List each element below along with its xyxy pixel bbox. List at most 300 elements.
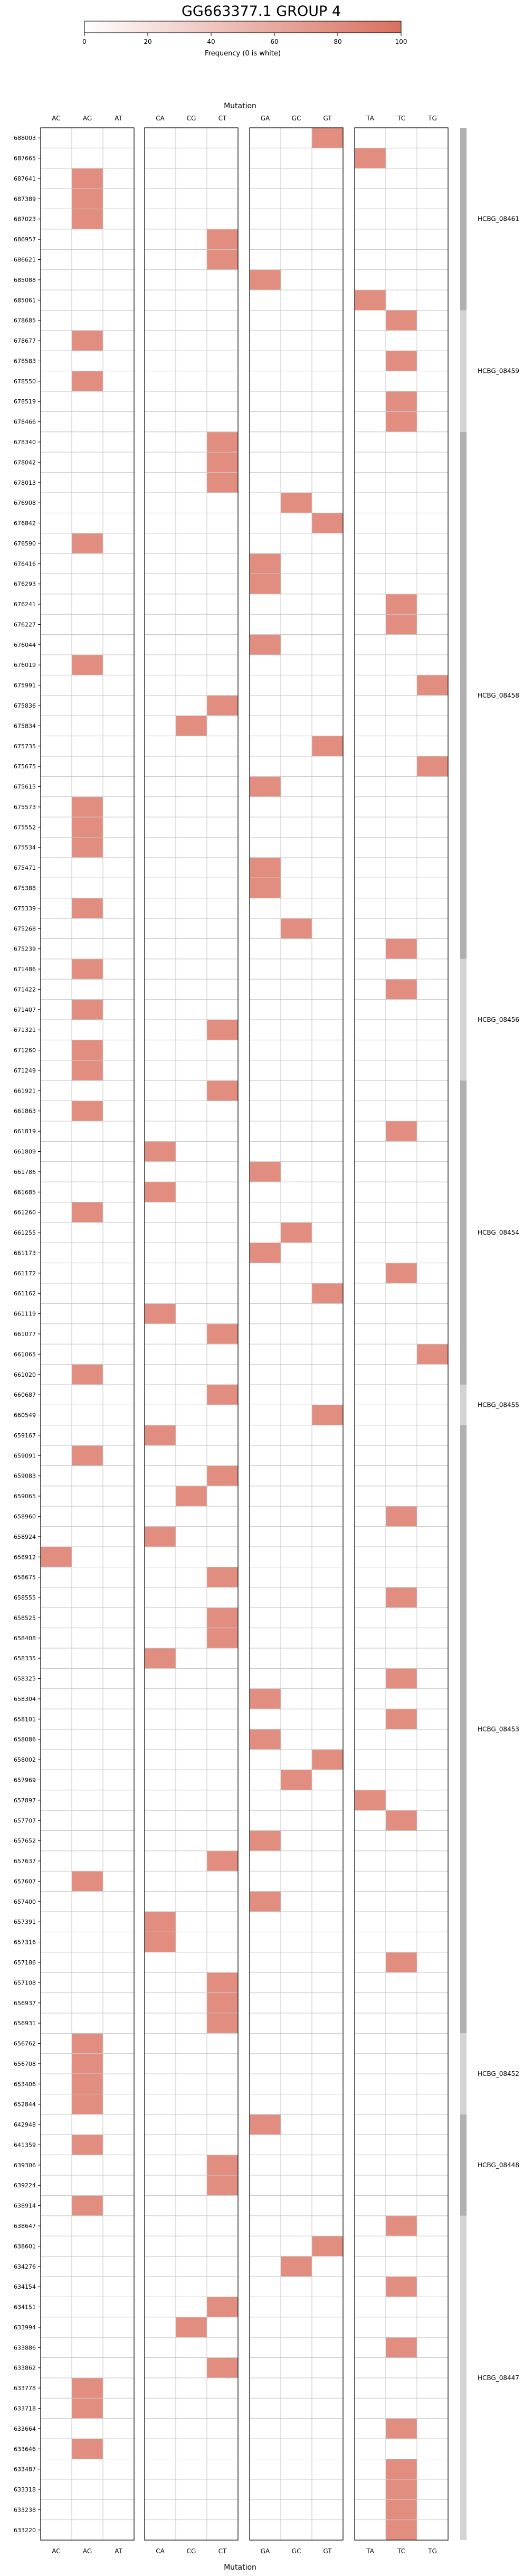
heatmap-cell bbox=[207, 1628, 238, 1648]
row-label: 658675 bbox=[14, 1574, 36, 1581]
row-label: 658408 bbox=[14, 1634, 36, 1642]
row-label: 671260 bbox=[14, 1047, 36, 1054]
group-label: HCBG_08448 bbox=[478, 2161, 519, 2169]
row-label: 676241 bbox=[14, 601, 36, 608]
heatmap-cell bbox=[207, 1973, 238, 1992]
row-label: 657607 bbox=[14, 1878, 36, 1885]
row-label: 633886 bbox=[14, 2344, 36, 2352]
row-label: 660687 bbox=[14, 1392, 36, 1399]
heatmap-cell bbox=[72, 189, 103, 209]
group-label: HCBG_08453 bbox=[478, 1725, 519, 1733]
heatmap-cell bbox=[250, 1831, 281, 1850]
heatmap-cell bbox=[207, 473, 238, 492]
row-label: 687665 bbox=[14, 155, 36, 162]
heatmap-cell bbox=[145, 1912, 176, 1932]
panel-frames bbox=[41, 128, 448, 2540]
heatmap-cell bbox=[145, 1142, 176, 1161]
heatmap-cell bbox=[72, 2054, 103, 2073]
heatmap-cell bbox=[250, 574, 281, 594]
row-label: 676227 bbox=[14, 621, 36, 628]
column-label-top: GA bbox=[260, 115, 270, 122]
row-label: 678677 bbox=[14, 337, 36, 345]
heatmap-cell bbox=[145, 1182, 176, 1202]
heatmap-cell bbox=[207, 2297, 238, 2317]
heatmap-cell bbox=[176, 1486, 207, 1506]
column-label-bottom: TC bbox=[397, 2547, 406, 2555]
row-label: 641359 bbox=[14, 2141, 36, 2149]
heatmap-cell bbox=[72, 817, 103, 837]
panel-frame bbox=[41, 128, 134, 2540]
row-label: 678685 bbox=[14, 317, 36, 324]
heatmap-cell bbox=[207, 1567, 238, 1587]
row-label: 642948 bbox=[14, 2121, 36, 2129]
row-label: 658924 bbox=[14, 1533, 36, 1540]
row-label: 652844 bbox=[14, 2101, 36, 2108]
heatmap-cell bbox=[386, 351, 417, 371]
row-label: 659083 bbox=[14, 1472, 36, 1480]
row-label: 661077 bbox=[14, 1331, 36, 1338]
row-label: 661173 bbox=[14, 1249, 36, 1257]
row-label: 687023 bbox=[14, 215, 36, 223]
row-label: 678013 bbox=[14, 479, 36, 486]
row-label: 675339 bbox=[14, 905, 36, 912]
heatmap-grid bbox=[41, 128, 448, 2540]
row-label: 671407 bbox=[14, 1006, 36, 1013]
row-label: 676416 bbox=[14, 560, 36, 568]
heatmap-cell bbox=[250, 635, 281, 654]
heatmap-cell bbox=[250, 777, 281, 796]
colorbar-tick-label: 20 bbox=[144, 38, 152, 45]
row-label: 675991 bbox=[14, 682, 36, 689]
heatmap-cell bbox=[386, 1811, 417, 1830]
heatmap-cell bbox=[72, 2399, 103, 2418]
heatmap-cell bbox=[250, 878, 281, 898]
heatmap-cell bbox=[145, 1527, 176, 1546]
row-label: 661819 bbox=[14, 1128, 36, 1135]
column-label-top: CG bbox=[186, 115, 196, 122]
row-label: 661255 bbox=[14, 1229, 36, 1237]
heatmap-cell bbox=[312, 128, 343, 148]
heatmap-cell bbox=[386, 594, 417, 614]
row-label: 686957 bbox=[14, 236, 36, 243]
group-label: HCBG_08461 bbox=[478, 215, 519, 223]
group-bar bbox=[460, 1385, 467, 1425]
heatmap-cell bbox=[250, 270, 281, 289]
row-label: 661921 bbox=[14, 1087, 36, 1095]
row-label: 633778 bbox=[14, 2385, 36, 2392]
heatmap-cell bbox=[250, 1162, 281, 1181]
heatmap-cell bbox=[386, 1121, 417, 1141]
column-label-bottom: GA bbox=[260, 2547, 270, 2555]
row-label: 658555 bbox=[14, 1594, 36, 1602]
colorbar-label: Frequency (0 is white) bbox=[205, 50, 281, 58]
row-label: 658525 bbox=[14, 1614, 36, 1622]
row-label: 633664 bbox=[14, 2425, 36, 2432]
column-label-top: AT bbox=[115, 115, 122, 122]
row-label: 657897 bbox=[14, 1797, 36, 1804]
row-labels bbox=[14, 135, 41, 2534]
heatmap-cell bbox=[72, 1446, 103, 1465]
heatmap-cell bbox=[207, 1993, 238, 2013]
colorbar-tick-label: 60 bbox=[270, 38, 279, 45]
row-label: 661172 bbox=[14, 1270, 36, 1277]
heatmap-cell bbox=[281, 1770, 312, 1790]
row-label: 661863 bbox=[14, 1107, 36, 1115]
column-label-top: AG bbox=[82, 115, 92, 122]
heatmap-cell bbox=[386, 2216, 417, 2235]
row-label: 661119 bbox=[14, 1310, 36, 1318]
heatmap-cell bbox=[386, 1952, 417, 1972]
heatmap-cell bbox=[72, 655, 103, 675]
group-bar bbox=[460, 128, 467, 310]
row-label: 675388 bbox=[14, 885, 36, 892]
heatmap-cell bbox=[207, 453, 238, 472]
row-label: 661162 bbox=[14, 1290, 36, 1298]
heatmap-cell bbox=[207, 1851, 238, 1870]
column-label-bottom: AT bbox=[115, 2547, 122, 2555]
row-label: 678466 bbox=[14, 418, 36, 426]
heatmap-cell bbox=[250, 1689, 281, 1708]
heatmap-cell bbox=[386, 1507, 417, 1526]
column-labels bbox=[52, 115, 437, 2555]
row-label: 656931 bbox=[14, 2020, 36, 2027]
column-label-bottom: CT bbox=[218, 2547, 227, 2555]
heatmap-cell bbox=[72, 1060, 103, 1080]
heatmap-cell bbox=[386, 615, 417, 634]
row-label: 678583 bbox=[14, 358, 36, 365]
row-label: 638601 bbox=[14, 2243, 36, 2250]
row-label: 661260 bbox=[14, 1209, 36, 1216]
row-label: 657186 bbox=[14, 1959, 36, 1966]
heatmap-cell bbox=[41, 1547, 72, 1567]
heatmap-cell bbox=[72, 2135, 103, 2155]
heatmap-cell bbox=[386, 1263, 417, 1283]
heatmap-cell bbox=[250, 2114, 281, 2134]
column-label-top: CA bbox=[156, 115, 165, 122]
column-label-bottom: AG bbox=[82, 2547, 92, 2555]
row-label: 676842 bbox=[14, 520, 36, 527]
heatmap-cell bbox=[250, 1243, 281, 1263]
colorbar-tick-label: 100 bbox=[395, 38, 407, 45]
row-label: 661809 bbox=[14, 1148, 36, 1155]
row-label: 657316 bbox=[14, 1939, 36, 1946]
heatmap-cell bbox=[250, 858, 281, 877]
row-label: 656937 bbox=[14, 1999, 36, 2007]
group-bar bbox=[460, 2033, 467, 2114]
column-label-bottom: TA bbox=[366, 2547, 374, 2555]
group-label: HCBG_08459 bbox=[478, 367, 519, 375]
heatmap-cell bbox=[207, 1608, 238, 1628]
heatmap-cell bbox=[355, 290, 386, 310]
row-label: 659065 bbox=[14, 1493, 36, 1500]
heatmap-cell bbox=[72, 1365, 103, 1384]
column-label-bottom: CA bbox=[156, 2547, 165, 2555]
heatmap-cell bbox=[250, 1892, 281, 1911]
row-label: 675239 bbox=[14, 945, 36, 953]
heatmap-cell bbox=[250, 1729, 281, 1749]
column-label-top: TG bbox=[428, 115, 437, 122]
group-label: HCBG_08456 bbox=[478, 1016, 519, 1024]
heatmap-cell bbox=[72, 959, 103, 979]
chart-title: GG663377.1 GROUP 4 bbox=[182, 3, 341, 20]
row-label: 685061 bbox=[14, 297, 36, 304]
heatmap-cells bbox=[41, 128, 448, 2540]
heatmap-cell bbox=[250, 554, 281, 574]
heatmap-cell bbox=[386, 311, 417, 330]
heatmap-cell bbox=[312, 736, 343, 756]
row-label: 675268 bbox=[14, 925, 36, 933]
row-label: 639224 bbox=[14, 2182, 36, 2189]
panel-frame bbox=[355, 128, 448, 2540]
row-label: 660549 bbox=[14, 1412, 36, 1419]
column-label-top: TA bbox=[366, 115, 374, 122]
heatmap-cell bbox=[386, 1587, 417, 1607]
row-label: 657391 bbox=[14, 1919, 36, 1926]
row-label: 659091 bbox=[14, 1452, 36, 1460]
heatmap-cell bbox=[72, 2196, 103, 2215]
heatmap-cell bbox=[386, 2419, 417, 2438]
row-label: 675615 bbox=[14, 783, 36, 791]
heatmap-cell bbox=[72, 838, 103, 857]
heatmap-cell bbox=[72, 2439, 103, 2459]
row-label: 633862 bbox=[14, 2364, 36, 2372]
heatmap-cell bbox=[207, 2358, 238, 2377]
column-label-top: AC bbox=[52, 115, 61, 122]
colorbar-ticks bbox=[82, 33, 407, 45]
row-label: 675834 bbox=[14, 722, 36, 730]
row-label: 658086 bbox=[14, 1736, 36, 1743]
heatmap-cell bbox=[145, 1304, 176, 1323]
heatmap-cell bbox=[312, 1750, 343, 1769]
heatmap-cell bbox=[281, 2257, 312, 2276]
group-bar bbox=[460, 1080, 467, 1385]
heatmap-cell bbox=[72, 209, 103, 229]
heatmap-cell bbox=[72, 1202, 103, 1222]
heatmap-cell bbox=[145, 1425, 176, 1445]
row-label: 675471 bbox=[14, 864, 36, 872]
row-label: 675675 bbox=[14, 763, 36, 770]
row-label: 634276 bbox=[14, 2263, 36, 2270]
heatmap-cell bbox=[72, 797, 103, 816]
row-label: 657969 bbox=[14, 1776, 36, 1784]
heatmap-cell bbox=[72, 1872, 103, 1891]
heatmap-cell bbox=[312, 1405, 343, 1425]
heatmap-cell bbox=[281, 919, 312, 938]
heatmap-cell bbox=[417, 675, 448, 695]
heatmap-cell bbox=[386, 2277, 417, 2296]
row-label: 657108 bbox=[14, 1979, 36, 1987]
row-label: 659167 bbox=[14, 1432, 36, 1439]
group-bar bbox=[460, 310, 467, 431]
heatmap-cell bbox=[72, 1000, 103, 1019]
heatmap-cell bbox=[312, 513, 343, 533]
row-label: 678519 bbox=[14, 398, 36, 406]
group-label: HCBG_08452 bbox=[478, 2070, 519, 2078]
colorbar-tick-label: 0 bbox=[82, 38, 87, 45]
column-label-bottom: TG bbox=[428, 2547, 437, 2555]
heatmap-cell bbox=[72, 331, 103, 350]
group-bar bbox=[460, 2216, 467, 2540]
row-label: 685088 bbox=[14, 276, 36, 284]
heatmap-cell bbox=[72, 2034, 103, 2053]
row-label: 671486 bbox=[14, 966, 36, 973]
column-label-bottom: CG bbox=[186, 2547, 196, 2555]
row-label: 678550 bbox=[14, 378, 36, 385]
heatmap-cell bbox=[386, 1669, 417, 1688]
heatmap-cell bbox=[417, 1345, 448, 1364]
heatmap-cell bbox=[386, 1709, 417, 1729]
row-label: 661786 bbox=[14, 1168, 36, 1176]
row-label: 657652 bbox=[14, 1837, 36, 1845]
colorbar bbox=[84, 21, 401, 33]
group-label: HCBG_08454 bbox=[478, 1229, 519, 1237]
x-axis-title-top: Mutation bbox=[224, 102, 256, 110]
heatmap-cell bbox=[355, 148, 386, 168]
row-label: 687641 bbox=[14, 175, 36, 182]
row-label: 675735 bbox=[14, 742, 36, 750]
group-label: HCBG_08455 bbox=[478, 1401, 519, 1409]
group-bar bbox=[460, 2114, 467, 2216]
heatmap-cell bbox=[72, 1040, 103, 1060]
column-label-bottom: GC bbox=[291, 2547, 301, 2555]
row-label: 658335 bbox=[14, 1655, 36, 1662]
group-label: HCBG_08458 bbox=[478, 691, 519, 699]
heatmap-cell bbox=[281, 1223, 312, 1242]
group-bar bbox=[460, 959, 467, 1080]
row-label: 657637 bbox=[14, 1858, 36, 1865]
row-label: 676908 bbox=[14, 500, 36, 507]
heatmap-cell bbox=[386, 2338, 417, 2357]
row-label: 687389 bbox=[14, 195, 36, 203]
heatmap-cell bbox=[72, 2074, 103, 2094]
row-label: 658304 bbox=[14, 1695, 36, 1703]
row-label: 633994 bbox=[14, 2324, 36, 2331]
row-label: 676590 bbox=[14, 540, 36, 547]
heatmap-cell bbox=[386, 2500, 417, 2519]
group-label: HCBG_08447 bbox=[478, 2374, 519, 2382]
heatmap-cell bbox=[386, 2479, 417, 2499]
heatmap-cell bbox=[281, 493, 312, 512]
heatmap-cell bbox=[207, 2176, 238, 2195]
heatmap-cell bbox=[207, 1324, 238, 1343]
row-label: 676293 bbox=[14, 580, 36, 588]
row-label: 678042 bbox=[14, 459, 36, 466]
column-label-top: TC bbox=[397, 115, 406, 122]
row-label: 671249 bbox=[14, 1067, 36, 1074]
heatmap-cell bbox=[312, 2236, 343, 2256]
heatmap-cell bbox=[355, 1790, 386, 1810]
row-label: 656762 bbox=[14, 2040, 36, 2047]
x-axis-title-bottom: Mutation bbox=[224, 2563, 256, 2572]
heatmap-cell bbox=[386, 392, 417, 411]
panel-frame bbox=[250, 128, 343, 2540]
row-label: 634154 bbox=[14, 2283, 36, 2291]
heatmap-cell bbox=[72, 2094, 103, 2114]
row-label: 658912 bbox=[14, 1554, 36, 1561]
colorbar-tick-label: 80 bbox=[334, 38, 342, 45]
row-label: 661020 bbox=[14, 1371, 36, 1378]
row-label: 658101 bbox=[14, 1716, 36, 1723]
row-label: 633220 bbox=[14, 2526, 36, 2534]
row-label: 657400 bbox=[14, 1898, 36, 1905]
heatmap-cell bbox=[72, 2378, 103, 2398]
column-label-bottom: AC bbox=[52, 2547, 61, 2555]
row-label: 671422 bbox=[14, 986, 36, 993]
row-label: 676044 bbox=[14, 641, 36, 648]
heatmap-cell bbox=[386, 2459, 417, 2479]
heatmap-cell bbox=[176, 716, 207, 736]
row-label: 658325 bbox=[14, 1675, 36, 1682]
group-annotations bbox=[460, 128, 519, 2540]
row-label: 653406 bbox=[14, 2081, 36, 2088]
heatmap-cell bbox=[312, 1284, 343, 1303]
heatmap-cell bbox=[145, 1932, 176, 1952]
row-label: 634151 bbox=[14, 2304, 36, 2311]
row-label: 688003 bbox=[14, 135, 36, 142]
heatmap-cell bbox=[72, 1101, 103, 1121]
group-bar bbox=[460, 432, 467, 959]
heatmap-cell bbox=[72, 371, 103, 391]
group-bar bbox=[460, 1425, 467, 2034]
heatmap-cell bbox=[207, 2013, 238, 2033]
heatmap-cell bbox=[386, 939, 417, 958]
row-label: 657707 bbox=[14, 1817, 36, 1825]
heatmap-cell bbox=[207, 250, 238, 269]
heatmap-cell bbox=[207, 229, 238, 249]
row-label: 676019 bbox=[14, 662, 36, 669]
heatmap-cell bbox=[417, 756, 448, 776]
row-label: 658960 bbox=[14, 1513, 36, 1520]
row-label: 671321 bbox=[14, 1027, 36, 1034]
column-label-bottom: GT bbox=[323, 2547, 332, 2555]
heatmap-cell bbox=[145, 1648, 176, 1668]
row-label: 633718 bbox=[14, 2405, 36, 2412]
heatmap-cell bbox=[386, 2520, 417, 2540]
heatmap-cell bbox=[207, 2155, 238, 2175]
row-label: 638914 bbox=[14, 2202, 36, 2210]
heatmap-cell bbox=[207, 1385, 238, 1404]
heatmap-cell bbox=[72, 168, 103, 188]
heatmap-cell bbox=[176, 2317, 207, 2337]
heatmap-cell bbox=[207, 1466, 238, 1486]
row-label: 661065 bbox=[14, 1351, 36, 1358]
column-label-top: CT bbox=[218, 115, 227, 122]
row-label: 633318 bbox=[14, 2486, 36, 2494]
row-label: 675573 bbox=[14, 803, 36, 811]
heatmap-cell bbox=[207, 1020, 238, 1040]
heatmap-cell bbox=[72, 898, 103, 918]
heatmap-cell bbox=[207, 1081, 238, 1101]
row-label: 675534 bbox=[14, 844, 36, 851]
row-label: 675836 bbox=[14, 702, 36, 710]
colorbar-tick-label: 40 bbox=[207, 38, 215, 45]
heatmap-cell bbox=[207, 695, 238, 715]
heatmap-cell bbox=[72, 533, 103, 553]
row-label: 633238 bbox=[14, 2506, 36, 2514]
row-label: 638647 bbox=[14, 2223, 36, 2230]
heatmap-cell bbox=[207, 432, 238, 452]
row-label: 633487 bbox=[14, 2466, 36, 2473]
row-label: 678340 bbox=[14, 438, 36, 446]
row-label: 686621 bbox=[14, 256, 36, 264]
row-label: 639306 bbox=[14, 2161, 36, 2169]
heatmap-cell bbox=[386, 412, 417, 431]
row-label: 658002 bbox=[14, 1756, 36, 1764]
heatmap-cell bbox=[386, 980, 417, 999]
row-label: 661685 bbox=[14, 1189, 36, 1196]
row-label: 675552 bbox=[14, 824, 36, 831]
row-label: 633646 bbox=[14, 2446, 36, 2453]
